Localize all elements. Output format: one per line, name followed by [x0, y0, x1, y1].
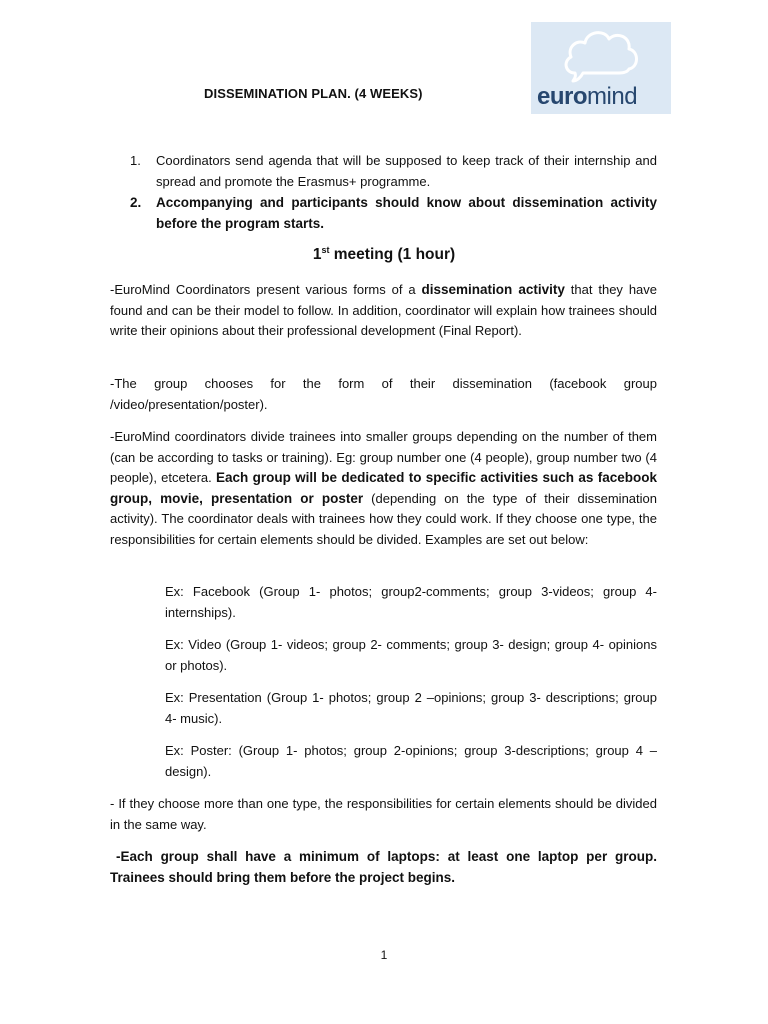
list-text: Accompanying and participants should know about dissemination activity before the program starts. — [156, 195, 657, 231]
cloud-icon — [561, 25, 641, 83]
list-item — [130, 150, 657, 192]
list-number: 1. — [130, 153, 141, 168]
page-number: 1 — [380, 948, 388, 962]
list-item — [130, 192, 657, 234]
paragraph-coordinators-present: -EuroMind Coordinators present various forms of a dissemination activity that they have found and can be their model to follow. In addition, coordinator will explain how trainees should write their opinions about their professional development (Final Report). — [110, 282, 658, 338]
list-number: 2. — [130, 195, 142, 210]
euromind-logo — [531, 22, 671, 114]
example-presentation: Ex: Presentation (Group 1- photos; group 2 –opinions; group 3- descriptions; group 4- music). — [165, 690, 657, 726]
paragraph-more-than-one-type: - If they choose more than one type, the responsibilities for certain elements should be divided in the same way. — [110, 796, 657, 832]
numbered-list — [130, 150, 657, 234]
document-title: DISSEMINATION PLAN. (4 WEEKS) — [204, 86, 423, 101]
paragraph-laptops: -Each group shall have a minimum of laptops: at least one laptop per group. Trainees should bring them before the project begins. — [110, 849, 657, 885]
list-text: Coordinators send agenda that will be supposed to keep track of their internship and spread and promote the Erasmus+ programme. — [156, 153, 657, 189]
paragraph-group-chooses: -The group chooses for the form of their dissemination (facebook group /video/presentation/poster). — [110, 376, 657, 412]
paragraph-divide-trainees: -EuroMind coordinators divide trainees into smaller groups depending on the number of them (can be according to tasks or training). Eg: group number one (4 people), group number two (4 people), etcetera. Each group will be dedicated to specific activities such as facebook group, movie, presentation or poster (depending on the type of their dissemination activity). The coordinator deals with trainees how they could work. If they choose one type, the responsibilities for certain elements should be divided. Examples are set out below: — [110, 429, 657, 547]
example-poster: Ex: Poster: (Group 1- photos; group 2-opinions; group 3-descriptions; group 4 –design). — [165, 743, 657, 779]
example-facebook: Ex: Facebook (Group 1- photos; group2-comments; group 3-videos; group 4- internships). — [165, 584, 657, 620]
meeting-heading: 1st meeting (1 hour) — [312, 245, 456, 264]
logo-wordmark: euromind — [537, 83, 638, 110]
example-video: Ex: Video (Group 1- videos; group 2- comments; group 3- design; group 4- opinions or photos). — [165, 637, 657, 673]
